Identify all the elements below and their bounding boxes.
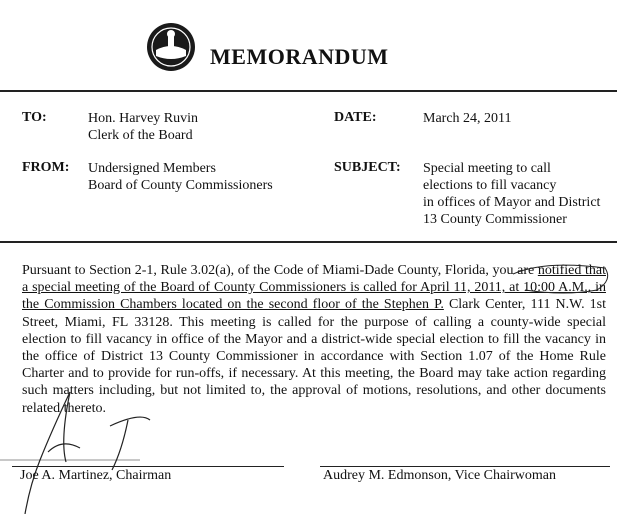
subject-line-4: 13 County Commissioner — [423, 212, 567, 227]
from-line-2: Board of County Commissioners — [88, 178, 273, 193]
to-line-2: Clerk of the Board — [88, 128, 193, 143]
subject-line-1: Special meeting to call — [423, 161, 551, 176]
memo-title: MEMORANDUM — [210, 44, 389, 69]
subject-line-2: elections to fill vacancy — [423, 178, 557, 193]
body-divider — [0, 241, 617, 243]
from-line-1: Undersigned Members — [88, 161, 216, 176]
signature-scribble — [0, 390, 170, 514]
to-line-1: Hon. Harvey Ruvin — [88, 111, 199, 126]
from-label: FROM: — [22, 160, 70, 175]
signature-name-vice-chairwoman: Audrey M. Edmonson, Vice Chairwoman — [323, 468, 556, 483]
body-part-1: Pursuant to Section 2-1, Rule 3.02(a), of the Code of Miami-Dade County, Florida, you are — [22, 263, 538, 278]
header-divider — [0, 90, 617, 92]
body-part-2: notified that a special meeting of the Board of County Commissioners is called for April 11, 2011, at 10:00 A.M., in the Commission Chambers located on the second floor of the Stephen P. — [22, 263, 606, 313]
signature-line-chairman — [12, 466, 284, 467]
county-seal-icon — [146, 22, 196, 72]
to-label: TO: — [22, 110, 47, 125]
subject-label: SUBJECT: — [334, 160, 401, 175]
signature-name-chairman: Joe A. Martinez, Chairman — [20, 468, 172, 483]
date-label: DATE: — [334, 110, 377, 125]
handwritten-circle-mark — [505, 260, 615, 300]
subject-line-3: in offices of Mayor and District — [423, 195, 601, 210]
date-value: March 24, 2011 — [423, 111, 512, 126]
body-part-3: Clark Center, 111 N.W. 1st Street, Miami, FL 33128. This meeting is called for the purpose of calling a county-wide special election to fill vacancy in office of the Mayor and a district-wide special election to fill the vacancy in the office of District 13 County Commissioner in accordance with Section 1.07 of the Home Rule Charter and to provide for run-offs, if necessary. At this meeting, the Board may take action regarding such matters including, but not limited to, the approval of motions, resolutions, and other documents related thereto. — [22, 297, 606, 416]
signature-line-vice-chairwoman — [320, 466, 610, 467]
